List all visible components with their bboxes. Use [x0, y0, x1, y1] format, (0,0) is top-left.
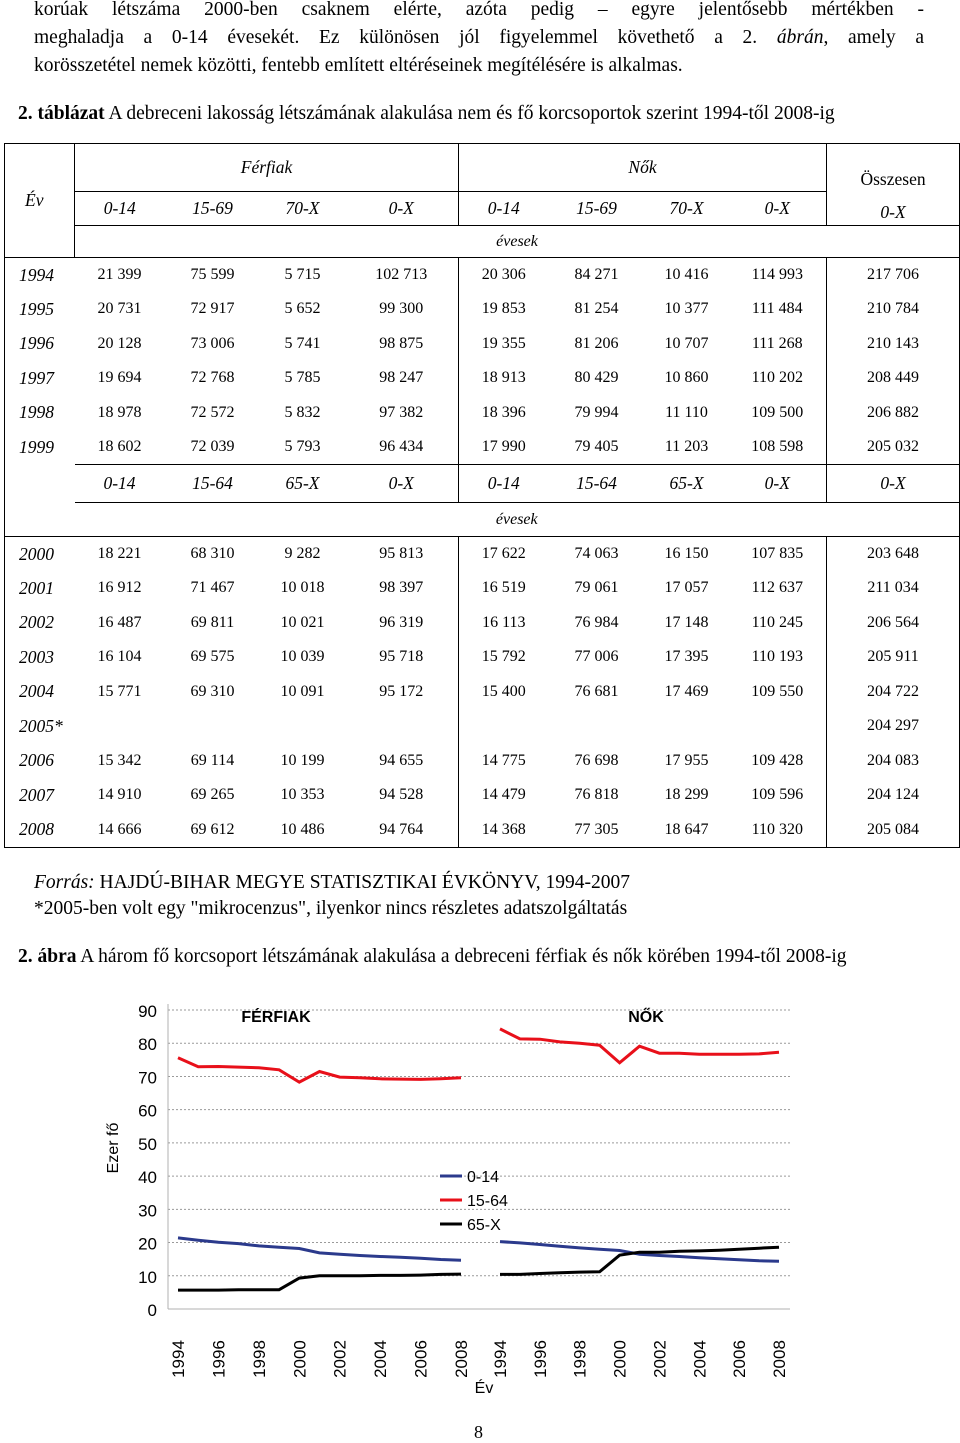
- intro-line-1: korúak létszáma 2000-ben csaknem elérte, azóta pedig – egyre jelentősebb mértékben -: [34, 0, 924, 20]
- value-cell: 217 706: [827, 258, 960, 293]
- value-cell: 10 353: [280, 786, 325, 804]
- value-cell: 94 528: [379, 786, 424, 804]
- value-cell: 206 564: [827, 606, 960, 641]
- legend-label: 15-64: [467, 1193, 508, 1210]
- value-cell: 74 063: [549, 537, 645, 572]
- value-cell: 69 265: [190, 786, 235, 804]
- table-row: [5, 537, 960, 572]
- x-tick-label: 1998: [570, 1340, 590, 1378]
- value-cell: 95 172: [379, 682, 424, 700]
- table-row: [5, 778, 960, 813]
- value-cell: 11 203: [664, 438, 709, 455]
- figure-caption: [18, 946, 846, 968]
- value-cell: 69 612: [165, 813, 261, 848]
- value-cell: 68 310: [165, 537, 261, 572]
- value-cell: 14 479: [459, 778, 549, 813]
- value-cell: [549, 709, 645, 744]
- table-row: [5, 709, 960, 744]
- x-tick-label: 2000: [290, 1340, 310, 1378]
- x-tick-label: 2002: [650, 1340, 670, 1378]
- value-cell: 205 911: [827, 640, 960, 675]
- age-group-header: 65-X: [645, 465, 729, 503]
- age-group-header: 0-X: [827, 465, 960, 503]
- value-cell: 107 835: [729, 537, 827, 572]
- source-line: [34, 872, 630, 894]
- y-tick-label: 90: [138, 1002, 157, 1021]
- value-cell: 210 784: [827, 292, 960, 327]
- value-cell: [729, 709, 827, 744]
- year-spacer: [5, 465, 75, 503]
- y-tick-label: 40: [138, 1168, 157, 1188]
- value-cell: 72 572: [190, 403, 235, 421]
- value-cell: 98 875: [379, 334, 424, 352]
- value-cell: 14 910: [97, 786, 142, 804]
- value-cell: 211 034: [827, 571, 960, 606]
- year-cell: 1999: [5, 430, 75, 465]
- value-cell: 72 039: [190, 438, 235, 455]
- age-group-header: 65-X: [261, 465, 345, 503]
- table-row: [5, 813, 960, 848]
- year-cell: 2004: [5, 675, 75, 710]
- value-cell: 10 018: [280, 579, 325, 597]
- value-cell: 17 395: [664, 648, 709, 666]
- table-row: [5, 606, 960, 641]
- age-group-header: 15-69: [165, 192, 261, 226]
- value-cell: 210 143: [827, 327, 960, 362]
- value-cell: 10 039: [280, 648, 325, 666]
- y-tick-label: 80: [138, 1035, 157, 1055]
- table-caption: [18, 103, 835, 125]
- age-group-header: 70-X: [261, 192, 345, 226]
- value-cell: 19 355: [459, 327, 549, 362]
- year-cell: 1994: [5, 258, 75, 293]
- value-cell: 76 984: [574, 613, 619, 631]
- unit-label: évesek: [75, 503, 960, 537]
- value-cell: 5 785: [284, 369, 321, 387]
- value-cell: 10 486: [261, 813, 345, 848]
- y-tick-label: 10: [138, 1267, 157, 1287]
- value-cell: 110 320: [729, 813, 827, 848]
- value-cell: [345, 709, 459, 744]
- age-group-header: 0-14: [75, 192, 165, 226]
- value-cell: 20 128: [97, 334, 142, 352]
- intro-paragraph: [34, 0, 924, 80]
- value-cell: 76 681: [574, 682, 619, 700]
- source-text: HAJDÚ-BIHAR MEGYE STATISZTIKAI ÉVKÖNYV, 1994-2007: [94, 872, 631, 893]
- value-cell: 95 813: [345, 537, 459, 572]
- value-cell: 76 818: [574, 786, 619, 804]
- value-cell: 15 792: [459, 640, 549, 675]
- year-cell: 2007: [5, 778, 75, 813]
- year-cell: 2000: [5, 537, 75, 572]
- figure-caption-number: 2. ábra: [18, 946, 77, 967]
- year-cell: 2003: [5, 640, 75, 675]
- x-tick-label: 2006: [730, 1340, 750, 1378]
- value-cell: 79 061: [574, 579, 619, 597]
- value-cell: 21 399: [75, 258, 165, 293]
- value-cell: 17 955: [664, 751, 709, 769]
- value-cell: 5 832: [284, 403, 321, 421]
- x-axis-label: Év: [474, 1380, 494, 1397]
- x-tick-label: 1996: [209, 1340, 229, 1378]
- value-cell: 5 715: [261, 258, 345, 293]
- value-cell: 16 150: [645, 537, 729, 572]
- value-cell: 18 396: [459, 396, 549, 431]
- x-tick-label: 2000: [610, 1340, 630, 1378]
- year-header: Év: [5, 144, 75, 258]
- y-tick-label: 30: [138, 1201, 157, 1221]
- age-group-header: 0-X: [729, 465, 827, 503]
- age-group-header: 15-69: [549, 192, 645, 226]
- value-cell: 112 637: [751, 579, 803, 597]
- x-tick-label: 2004: [371, 1340, 391, 1378]
- year-cell: 2006: [5, 744, 75, 779]
- value-cell: 98 247: [379, 369, 424, 387]
- value-cell: 17 148: [664, 613, 709, 631]
- value-cell: 102 713: [345, 258, 459, 293]
- population-line-chart: [0, 990, 960, 1410]
- series-line-15-64: [178, 1058, 461, 1082]
- age-group-header: 15-64: [165, 465, 261, 503]
- value-cell: [645, 709, 729, 744]
- value-cell: 71 467: [190, 579, 235, 597]
- value-cell: 72 768: [190, 369, 235, 387]
- value-cell: 18 647: [645, 813, 729, 848]
- age-group-header: 0-14: [459, 465, 549, 503]
- table-row: [5, 571, 960, 606]
- year-cell: 2001: [5, 571, 75, 606]
- value-cell: 17 622: [459, 537, 549, 572]
- x-tick-label: 2008: [770, 1340, 789, 1378]
- value-cell: 18 913: [459, 361, 549, 396]
- value-cell: 18 602: [97, 438, 142, 455]
- value-cell: 204 297: [827, 709, 960, 744]
- value-cell: 15 771: [97, 682, 142, 700]
- value-cell: 98 397: [379, 579, 424, 597]
- value-cell: 17 057: [664, 579, 709, 597]
- value-cell: 5 741: [284, 334, 321, 352]
- value-cell: 110 193: [751, 648, 803, 666]
- value-cell: 77 305: [549, 813, 645, 848]
- value-cell: 109 550: [751, 682, 804, 700]
- value-cell: 18 978: [97, 403, 142, 421]
- male-header: Férfiak: [75, 144, 459, 192]
- value-cell: 16 104: [97, 648, 142, 666]
- age-group-header: 0-14: [459, 192, 549, 226]
- value-cell: 19 853: [459, 292, 549, 327]
- value-cell: 203 648: [827, 537, 960, 572]
- value-cell: [261, 709, 345, 744]
- value-cell: 108 598: [751, 438, 804, 455]
- value-cell: 10 091: [280, 682, 325, 700]
- table-row: [5, 327, 960, 362]
- value-cell: 111 484: [751, 300, 803, 318]
- value-cell: 94 655: [379, 751, 424, 769]
- y-tick-label: 50: [138, 1134, 157, 1154]
- year-cell: 1998: [5, 396, 75, 431]
- x-tick-label: 2008: [452, 1340, 471, 1378]
- value-cell: 20 731: [97, 300, 142, 318]
- value-cell: 10 377: [664, 300, 709, 318]
- value-cell: 16 113: [459, 606, 549, 641]
- panel-title: NŐK: [628, 1009, 664, 1026]
- table-row: [5, 258, 960, 293]
- table-caption-text: A debreceni lakosság létszámának alakulása nem és fő korcsoportok szerint 1994-től 2008-ig: [104, 103, 835, 124]
- value-cell: 16 519: [459, 571, 549, 606]
- table-row: [5, 292, 960, 327]
- value-cell: 96 319: [379, 613, 424, 631]
- value-cell: 10 707: [664, 334, 709, 352]
- value-cell: 205 084: [827, 813, 960, 848]
- table-row: [5, 430, 960, 465]
- table-caption-number: 2. táblázat: [18, 103, 105, 124]
- table-row: [5, 396, 960, 431]
- year-cell: 1995: [5, 292, 75, 327]
- intro-line-2: [34, 24, 924, 52]
- value-cell: 10 199: [280, 751, 325, 769]
- table-row: [5, 744, 960, 779]
- total-header: [827, 144, 960, 226]
- year-cell: 1996: [5, 327, 75, 362]
- x-tick-label: 1998: [249, 1340, 269, 1378]
- intro-line-2-italic: ábrán: [776, 27, 824, 48]
- value-cell: 114 993: [729, 258, 827, 293]
- total-header-label: Összesen: [860, 169, 926, 189]
- age-group-header: 0-14: [75, 465, 165, 503]
- intro-line-2-rest: , amely a: [823, 27, 924, 48]
- value-cell: 18 221: [75, 537, 165, 572]
- year-cell: 2002: [5, 606, 75, 641]
- value-cell: 18 299: [664, 786, 709, 804]
- population-table-grid: [4, 143, 960, 848]
- value-cell: [75, 709, 165, 744]
- value-cell: 205 032: [827, 430, 960, 465]
- series-line-0-14: [178, 1238, 461, 1260]
- value-cell: 84 271: [549, 258, 645, 293]
- value-cell: 75 599: [165, 258, 261, 293]
- value-cell: [165, 709, 261, 744]
- value-cell: 109 596: [751, 786, 804, 804]
- value-cell: 204 124: [827, 778, 960, 813]
- value-cell: 17 469: [664, 682, 709, 700]
- source-note: *2005-ben volt egy "mikrocenzus", ilyenkor nincs részletes adatszolgáltatás: [34, 898, 628, 919]
- value-cell: 14 775: [459, 744, 549, 779]
- value-cell: 10 860: [664, 369, 709, 387]
- value-cell: 15 400: [459, 675, 549, 710]
- value-cell: 97 382: [379, 403, 424, 421]
- unit-label: évesek: [75, 226, 960, 258]
- x-tick-label: 2006: [411, 1340, 431, 1378]
- population-table: [4, 143, 959, 848]
- value-cell: 96 434: [379, 438, 424, 455]
- x-tick-label: 1994: [491, 1340, 510, 1378]
- x-tick-label: 2004: [690, 1340, 710, 1378]
- value-cell: 110 245: [751, 613, 803, 631]
- value-cell: 79 994: [574, 403, 619, 421]
- y-tick-label: 70: [138, 1068, 157, 1088]
- table-row: [5, 640, 960, 675]
- legend-label: 0-14: [467, 1169, 500, 1186]
- value-cell: 204 083: [827, 744, 960, 779]
- year-cell: 2005*: [5, 709, 75, 744]
- age-group-header: 0-X: [345, 465, 459, 503]
- value-cell: 109 500: [751, 403, 804, 421]
- age-group-header: 70-X: [645, 192, 729, 226]
- value-cell: 73 006: [190, 334, 235, 352]
- source-label: Forrás:: [34, 872, 95, 893]
- value-cell: 69 310: [190, 682, 235, 700]
- value-cell: 15 342: [97, 751, 142, 769]
- value-cell: 17 990: [459, 430, 549, 465]
- value-cell: 20 306: [459, 258, 549, 293]
- female-header: Nők: [459, 144, 827, 192]
- value-cell: 5 652: [284, 300, 321, 318]
- year-cell: 1997: [5, 361, 75, 396]
- value-cell: 94 764: [345, 813, 459, 848]
- value-cell: 81 206: [574, 334, 619, 352]
- value-cell: [459, 709, 549, 744]
- value-cell: 95 718: [379, 648, 424, 666]
- y-axis-label: Ezer fő: [105, 1122, 122, 1174]
- value-cell: 79 405: [574, 438, 619, 455]
- year-spacer: [5, 503, 75, 537]
- table-row: [5, 361, 960, 396]
- figure-caption-text: A három fő korcsoport létszámának alakulása a debreceni férfiak és nők körében 1994-től 2008-ig: [76, 946, 847, 967]
- value-cell: 69 114: [190, 751, 235, 769]
- value-cell: 14 666: [75, 813, 165, 848]
- value-cell: 72 917: [190, 300, 235, 318]
- panel-title: FÉRFIAK: [241, 1009, 311, 1026]
- value-cell: 69 575: [190, 648, 235, 666]
- value-cell: 16 912: [97, 579, 142, 597]
- table-row: [5, 675, 960, 710]
- value-cell: 76 698: [574, 751, 619, 769]
- intro-line-2-text: meghaladja a 0-14 évesekét. Ez különösen jól figyelemmel követhető a 2.: [34, 27, 777, 48]
- value-cell: 81 254: [574, 300, 619, 318]
- intro-line-3: korösszetétel nemek közötti, fentebb említett eltéréseinek megítélésére is alkalmas.: [34, 55, 683, 76]
- series-line-15-64: [500, 1029, 779, 1063]
- x-tick-label: 1996: [530, 1340, 550, 1378]
- value-cell: 9 282: [261, 537, 345, 572]
- value-cell: 5 793: [284, 438, 321, 455]
- value-cell: 80 429: [574, 369, 619, 387]
- page-number: 8: [474, 1422, 483, 1442]
- value-cell: 110 202: [751, 369, 803, 387]
- legend-label: 65-X: [467, 1217, 501, 1234]
- value-cell: 10 416: [645, 258, 729, 293]
- age-group-header: 15-64: [549, 465, 645, 503]
- value-cell: 69 811: [190, 613, 235, 631]
- year-cell: 2008: [5, 813, 75, 848]
- series-line-65-X: [178, 1274, 461, 1290]
- x-tick-label: 2002: [330, 1340, 350, 1378]
- value-cell: 77 006: [574, 648, 619, 666]
- value-cell: 16 487: [97, 613, 142, 631]
- value-cell: 11 110: [665, 403, 708, 421]
- value-cell: 109 428: [751, 751, 804, 769]
- value-cell: 206 882: [827, 396, 960, 431]
- x-tick-label: 1994: [169, 1340, 188, 1378]
- age-group-header: 0-X: [345, 192, 459, 226]
- value-cell: 19 694: [97, 369, 142, 387]
- value-cell: 14 368: [459, 813, 549, 848]
- value-cell: 10 021: [280, 613, 325, 631]
- age-group-header: 0-X: [729, 192, 827, 226]
- y-tick-label: 20: [138, 1234, 157, 1254]
- value-cell: 99 300: [379, 300, 424, 318]
- y-tick-label: 60: [138, 1101, 157, 1121]
- total-age-group-header: 0-X: [880, 202, 906, 222]
- value-cell: 111 268: [751, 334, 803, 352]
- value-cell: 208 449: [827, 361, 960, 396]
- value-cell: 204 722: [827, 675, 960, 710]
- y-tick-label: 0: [147, 1301, 157, 1320]
